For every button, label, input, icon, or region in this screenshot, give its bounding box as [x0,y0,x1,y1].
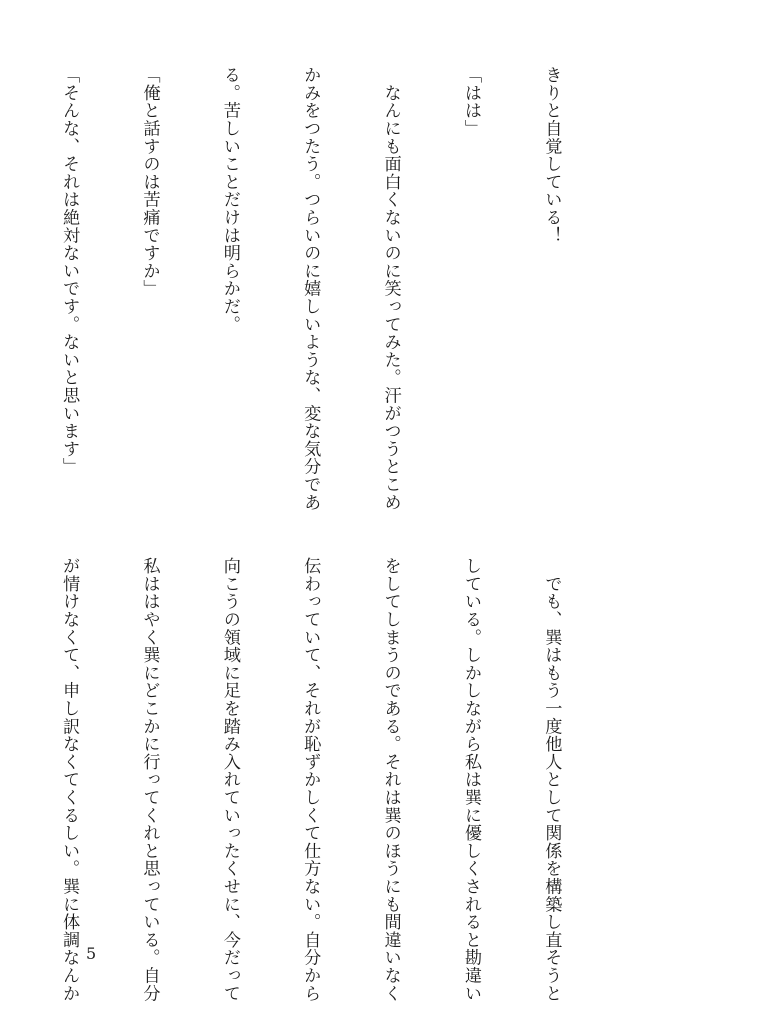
text-column: 私ははやく巽にどこかに行ってくれと思っている。自分 [139,557,160,1002]
text-column: 向こうの領域に足を踏み入れていったくせに、今だって [219,557,240,1002]
text-column: している。しかしながら私は巽に優しくされると勘違い [461,557,482,1002]
text-column: 「そんな、それは絶対ないです。ないと思います」 [59,66,80,476]
text-column: をしてしまうのである。それは巽のほうにも間違いなく [380,557,401,1002]
text-column [0,66,2,496]
text-column [0,557,2,987]
text-block-bottom [0,557,618,1002]
text-column: かみをつたう。つらいのに嬉しいような、変な気分であ [300,66,321,511]
text-column: 「俺と話すのは苦痛ですか」 [139,66,160,298]
text-column: なんにも面白くないのに笑ってみた。汗がつうとこめ [380,66,401,511]
text-column: でも、巽はもう一度他人として関係を構築し直そうと [541,557,562,1002]
text-column: きりと自覚している！ [541,66,562,244]
text-column: が情けなくて、申し訳なくてくるしい。巽に体調なんか [59,557,80,1002]
text-column: 伝わっていて、それが恥ずかしくて仕方ない。自分から [300,557,321,1002]
text-column: る。苦しいことだけは明らかだ。 [219,66,240,333]
text-column: 「はは」 [461,66,482,138]
text-block-top [0,66,618,511]
page-number: 5 [86,944,97,963]
